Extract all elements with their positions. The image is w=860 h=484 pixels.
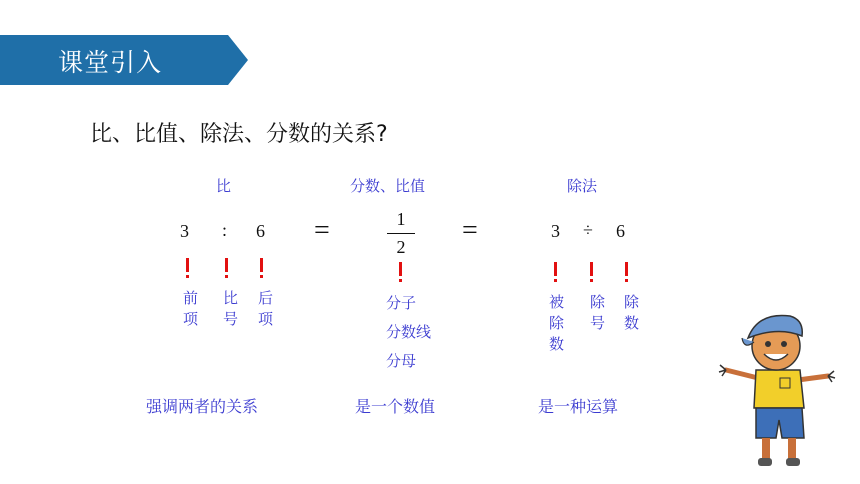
dividend-number: 3 bbox=[551, 221, 560, 241]
marker-fraction bbox=[399, 262, 402, 282]
marker-dividend bbox=[554, 262, 557, 282]
fraction-header: 分数、比值 bbox=[350, 177, 426, 195]
label-division-sign: 除号 bbox=[588, 294, 606, 336]
label-fraction-line: 分数线 bbox=[386, 323, 432, 341]
division-sign: ÷ bbox=[583, 220, 593, 240]
cartoon-boy-illustration bbox=[718, 308, 838, 482]
divisor-number: 6 bbox=[616, 221, 625, 241]
label-denominator: 分母 bbox=[386, 352, 417, 370]
equals-sign-1: = bbox=[314, 215, 330, 246]
ratio-consequent: 6 bbox=[256, 221, 265, 241]
marker-divisor bbox=[625, 262, 628, 282]
marker-antecedent bbox=[186, 258, 189, 278]
section-banner bbox=[0, 35, 250, 85]
label-antecedent: 前项 bbox=[181, 290, 199, 332]
fraction-bar bbox=[387, 233, 415, 234]
marker-consequent bbox=[260, 258, 263, 278]
marker-division-sign bbox=[590, 262, 593, 282]
label-dividend: 被除数 bbox=[547, 294, 565, 357]
ratio-antecedent: 3 bbox=[180, 221, 189, 241]
equals-sign-2: = bbox=[462, 215, 478, 246]
fraction-numerator: 1 bbox=[396, 209, 406, 229]
fraction bbox=[387, 209, 415, 258]
fraction-denominator: 2 bbox=[396, 237, 406, 257]
ratio-colon: : bbox=[222, 220, 228, 240]
label-consequent: 后项 bbox=[256, 290, 274, 332]
ratio-header: 比 bbox=[216, 177, 232, 195]
summary-fraction: 是一个数值 bbox=[355, 397, 436, 416]
banner-title: 课堂引入 bbox=[58, 48, 163, 77]
label-numerator: 分子 bbox=[386, 294, 417, 312]
label-divisor: 除数 bbox=[622, 294, 640, 336]
label-ratio-sign: 比号 bbox=[221, 290, 239, 332]
summary-ratio: 强调两者的关系 bbox=[146, 397, 259, 416]
division-header: 除法 bbox=[567, 177, 598, 195]
summary-division: 是一种运算 bbox=[538, 397, 619, 416]
question-heading: 比、比值、除法、分数的关系? bbox=[90, 122, 388, 147]
marker-colon bbox=[225, 258, 228, 278]
